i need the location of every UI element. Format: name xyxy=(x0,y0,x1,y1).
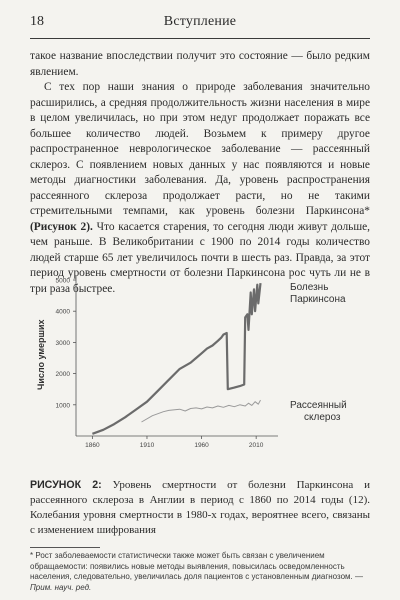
y-tick-label: 4000 xyxy=(55,308,70,316)
figure-reference: (Рисунок 2). xyxy=(30,220,93,233)
x-tick-label: 2010 xyxy=(248,442,264,449)
y-tick-label: 2000 xyxy=(55,371,70,379)
caption-text: Уровень смертности от болезни Паркинсона и рассеянного склероза в Англии в период с 1860 по 2014 годы (12). Колебания уровня смертности в 1980-х годах, вероятнее всего, связаны с изменением шифрования xyxy=(30,479,370,536)
figure-caption xyxy=(30,478,370,538)
series-line-parkinson xyxy=(92,283,260,434)
series-label-line: Рассеянный xyxy=(290,400,347,411)
footnote xyxy=(30,551,370,593)
page-header xyxy=(30,14,370,32)
mortality-line-chart xyxy=(28,268,372,480)
footnote-text: * Рост заболеваемости статистически также может быть связан с увеличением обращаемости: появились новые методы выявления, повысилась осведомленность населения, следовательно, увеличилась доля пациентов с установленным диагнозом. — xyxy=(30,551,363,582)
paragraph-text: Что касается старения, то сегодня люди живут дольше, чем раньше. В Великобритании с 1900 по 2014 годы количество людей старше 65 лет увеличилось почти в шесть раз. Правда, за этот период уровень смертности от болезни Паркинсона рос чуть ли не в три раза быстрее. xyxy=(30,220,370,295)
caption-label: РИСУНОК 2: xyxy=(30,479,102,491)
y-tick-label: 3000 xyxy=(55,339,70,347)
y-tick-label: 1000 xyxy=(55,402,70,410)
x-tick-label: 1860 xyxy=(85,442,100,449)
series-label-line: склероз xyxy=(304,412,341,423)
x-tick-label: 1960 xyxy=(194,442,209,449)
series-line-ms xyxy=(142,400,261,422)
y-axis-label: Число умерших xyxy=(36,319,46,390)
y-tick-label: 5000 xyxy=(55,277,70,285)
footnote-credit: Прим. науч. ред. xyxy=(30,582,92,592)
body-text xyxy=(30,49,370,297)
figure-2-chart xyxy=(28,268,372,480)
series-label xyxy=(290,400,347,423)
series-label-line: Болезнь xyxy=(290,282,329,293)
paragraph-continuation: такое название впоследствии получит это состояние — было редким явлением. xyxy=(30,50,370,78)
running-title: Вступление xyxy=(163,14,237,29)
series-label-line: Паркинсона xyxy=(290,294,346,305)
paragraph-text: С тех пор наши знания о природе заболевания значительно расширились, а средняя продолжительность жизни населения в мире в целом увеличилась, но при этом недуг продолжает поражать все большее количество людей. Возьмем к примеру другое распространенное неврологическое заболевание — рассеянный склероз. С появлением новых данных у нас появляются и новые методы диагностики заболевания. Да, уровень распространения рассеянного склероза продолжает расти, но не такими стремительными темпами, как уровень болезни Паркинсона* xyxy=(30,81,370,217)
x-tick-label: 1910 xyxy=(139,442,155,449)
header-rule xyxy=(30,38,370,39)
series-label xyxy=(290,282,346,305)
footnote-rule xyxy=(30,547,100,548)
page-number: 18 xyxy=(30,14,44,29)
paragraph xyxy=(30,80,370,297)
